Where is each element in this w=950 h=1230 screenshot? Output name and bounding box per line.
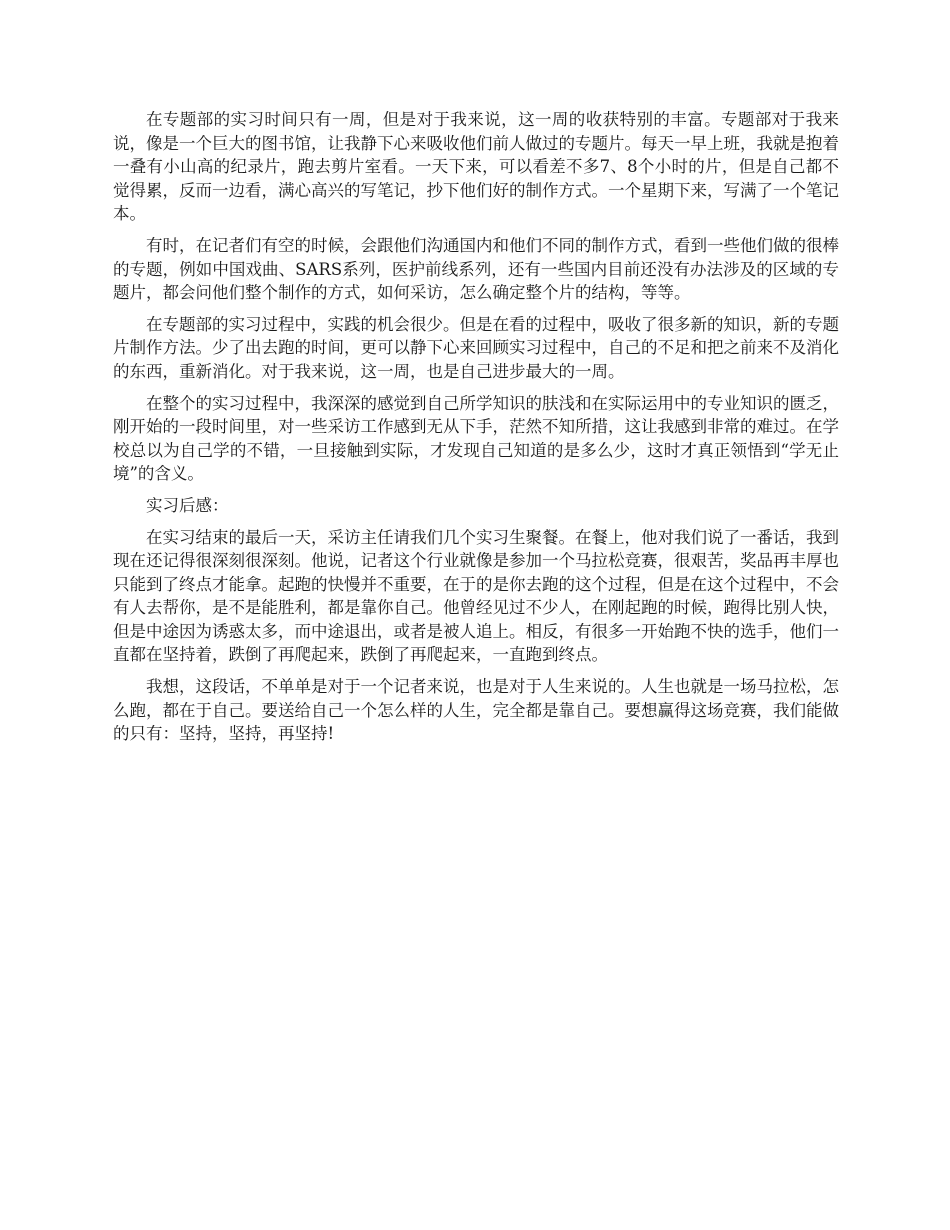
paragraph-marathon-speech: 在实习结束的最后一天，采访主任请我们几个实习生聚餐。在餐上，他对我们说了一番话，我到现在还记得很深刻很深刻。他说，记者这个行业就像是参加一个马拉松竞赛，很艰苦，奖品再丰厚也只能到了终点才能拿。起跑的快慢并不重要，在于的是你去跑的这个过程，但是在这个过程中，不会有人去帮你，是不是能胜利，都是靠你自己。他曾经见过不少人，在刚起跑的时候，跑得比别人快，但是中途因为诱惑太多，而中途退出，或者是被人追上。相反，有很多一开始跑不快的选手，他们一直都在坚持着，跌倒了再爬起来，跌倒了再爬起来，一直跑到终点。 — [113, 527, 839, 665]
paragraph-internship-week: 在专题部的实习时间只有一周，但是对于我来说，这一周的收获特别的丰富。专题部对于我来说，像是一个巨大的图书馆，让我静下心来吸收他们前人做过的专题片。每天一早上班，我就是抱着一叠有小山高的纪录片，跑去剪片室看。一天下来，可以看差不多7、8个小时的片，但是自己都不觉得累，反而一边看，满心高兴的写笔记，抄下他们好的制作方式。一个星期下来，写满了一个笔记本。 — [113, 110, 839, 224]
section-heading-afterthoughts: 实习后感： — [146, 495, 229, 515]
paragraph-conclusion: 我想，这段话，不单单是对于一个记者来说，也是对于人生来说的。人生也就是一场马拉松，怎么跑，都在于自己。要送给自己一个怎么样的人生，完全都是靠自己。要想赢得这场竞赛，我们能做的只有：坚持，坚持，再坚持! — [113, 677, 839, 744]
paragraph-production-methods: 有时，在记者们有空的时候，会跟他们沟通国内和他们不同的制作方式，看到一些他们做的很棒的专题，例如中国戏曲、SARS系列，医护前线系列，还有一些国内目前还没有办法涉及的区域的专题片，都会问他们整个制作的方式，如何采访，怎么确定整个片的结构，等等。 — [113, 235, 839, 303]
paragraph-practice-reflection: 在专题部的实习过程中，实践的机会很少。但是在看的过程中，吸收了很多新的知识，新的专题片制作方法。少了出去跑的时间，更可以静下心来回顾实习过程中，自己的不足和把之前来不及消化的东西，重新消化。对于我来说，这一周，也是自己进步最大的一周。 — [113, 314, 839, 381]
paragraph-knowledge-gap: 在整个的实习过程中，我深深的感觉到自己所学知识的肤浅和在实际运用中的专业知识的匮乏，刚开始的一段时间里，对一些采访工作感到无从下手，茫然不知所措，这让我感到非常的难过。在学校总以为自己学的不错，一旦接触到实际，才发现自己知道的是多么少，这时才真正领悟到“学无止境”的含义。 — [113, 393, 839, 484]
document-body — [113, 108, 839, 754]
